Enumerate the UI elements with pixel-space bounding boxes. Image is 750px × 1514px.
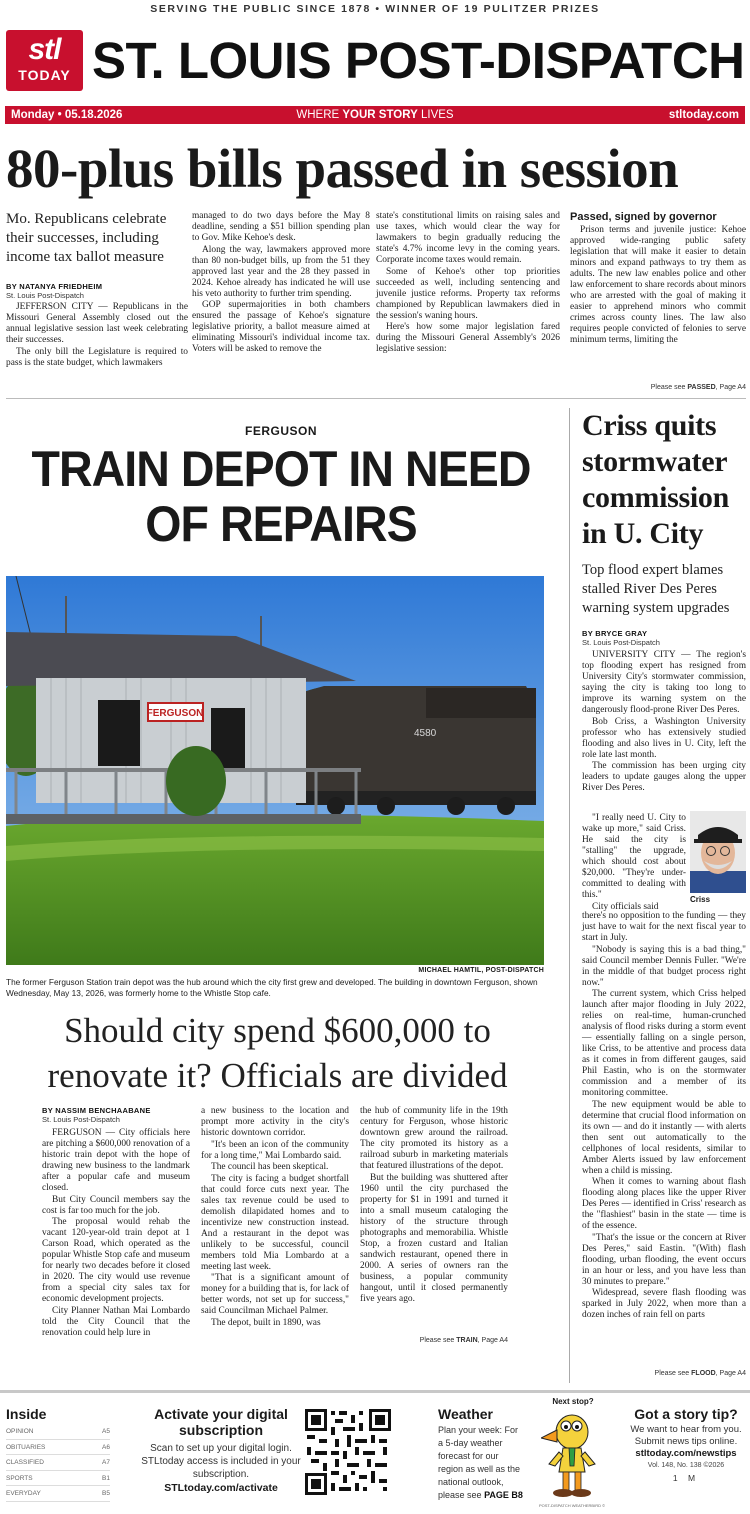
feature-kicker: FERGUSON xyxy=(244,424,317,438)
weatherbird-icon[interactable] xyxy=(541,1408,603,1500)
paragraph: The only bill the Legislature is required to pass is the state budget, which lawmakers xyxy=(6,346,188,368)
site-link[interactable]: stltoday.com xyxy=(668,109,739,121)
column-divider xyxy=(569,408,570,1383)
tagline: SERVING THE PUBLIC SINCE 1878 • WINNER OF 19 PULITZER PRIZES xyxy=(150,3,600,15)
top-story-column-4 xyxy=(570,225,746,347)
feature-byline-org: St. Louis Post-Dispatch xyxy=(42,1115,120,1124)
feature-headline[interactable]: TRAIN DEPOT IN NEED OF REPAIRS xyxy=(31,441,531,552)
top-story-byline: BY NATANYA FRIEDHEIM xyxy=(6,282,103,291)
paragraph: Prison terms and juvenile justice: Kehoe approved wide-ranging public safety legislation that will make it easier to detain minors and expand pathways to try them as adults. The new law enables police and other law enforcement to share records about minors who are arrested with the goal of making it easier to apprehend minors who commit crimes across county lines. The law also requires people convicted of felonies to serve minimum terms, limiting the xyxy=(570,225,746,345)
paragraph: Some of Kehoe's other top priorities succeeded as well, including sentencing and juvenile justice reforms. Property tax reforms championed by Republican lawmakers died in the session's waning hours. xyxy=(376,266,560,321)
jump-line-flood[interactable]: Please see FLOOD, Page A4 xyxy=(654,1370,746,1377)
qr-code-graphic xyxy=(305,1409,391,1495)
paragraph: managed to do two days before the May 8 deadline, sending a $51 billion spending plan to Gov. Mike Kehoe's desk. xyxy=(192,211,370,243)
top-story-byline-org: St. Louis Post-Dispatch xyxy=(6,291,84,300)
index-row[interactable]: CLASSIFIED A7 xyxy=(6,1455,110,1471)
depot-sign-text: FERGUSON xyxy=(146,708,204,719)
paragraph: JEFFERSON CITY — Republicans in the Missouri General Assembly closed out the annual legislative session last week celebrating their successes. xyxy=(6,302,188,345)
activate-subscription-box xyxy=(140,1406,302,1494)
paragraph: UNIVERSITY CITY — The region's top flooding expert has resigned from University City's stormwater commission, saying the city is taking too long to improve its warning system on the dangerously flood-prone River Des Peres. xyxy=(582,650,746,715)
paragraph: Bob Criss, a Washington University professor who has extensively studied flooding and also lives in U. City, left the role late last month. xyxy=(582,716,746,760)
weather-body: Plan your week: For a 5-day weather forecast for our region as well as the national outlook, please see PAGE B8 xyxy=(438,1425,523,1500)
paragraph: But the building was shuttered after 1960 until the city purchased the property for $1 in 1991 and turned it into a small museum cataloging the history of the structure through photographs and memorabilia. Whistle Stop, a frozen custard and Italian sandwich restaurant, opened there in 2000. A series of owners ran the business, a popular community hangout, until it closed permanently five years ago. xyxy=(360,1172,508,1304)
paragraph: City Planner Nathan Mai Lombardo told the City Council that the renovation could help lure in xyxy=(42,1305,190,1338)
activate-link[interactable]: STLtoday.com/activate xyxy=(164,1482,278,1494)
paragraph: state's constitutional limits on raising sales and use taxes, which would clear the way for lawmakers to begin gradually reducing the state's 4.7% income levy in the coming years. Corporate income taxes would remain. xyxy=(376,211,560,265)
top-story-deck: Mo. Republicans celebrate their successes, including income tax ballot measure xyxy=(6,211,167,265)
paper-name: ST. LOUIS POST-DISPATCH xyxy=(92,32,745,89)
jump-line-train[interactable]: Please see TRAIN, Page A4 xyxy=(419,1337,508,1344)
footer-divider xyxy=(0,1390,750,1393)
top-story-column-1 xyxy=(6,302,188,369)
activate-title: Activate your digital subscription xyxy=(154,1406,288,1438)
side-story-byline-org: St. Louis Post-Dispatch xyxy=(582,638,660,647)
train-depot-illustration xyxy=(6,576,544,965)
criss-headshot[interactable] xyxy=(690,811,746,893)
top-story-subhead: Passed, signed by governor xyxy=(570,211,717,223)
paragraph: The depot, built in 1890, was xyxy=(211,1317,321,1328)
feature-byline: BY NASSIM BENCHAABANE xyxy=(42,1106,151,1115)
side-story-column-top xyxy=(582,650,746,795)
logo-text-today: TODAY xyxy=(18,67,71,83)
headshot-label: Criss xyxy=(690,895,711,904)
weatherbird-credit: POST-DISPATCH WEATHERBIRD © xyxy=(538,1503,606,1508)
paragraph: The current system, which Criss helped launch after major flooding in July 2022, relies on real-time, human-crunched analysis of flood risks during a storm event — essentially falling on a single person, like Criss, to be attentive and process data as it comes in from different gauges, said Phil Eastin, who is on the stormwater commission and a member of its monitoring committee. xyxy=(582,989,746,1098)
next-stop-label: Next stop? xyxy=(552,1397,594,1406)
story-tip-title: Got a story tip? xyxy=(634,1406,738,1422)
index-row[interactable]: SPORTS B1 xyxy=(6,1471,110,1487)
date-bar xyxy=(5,106,745,124)
edition-code: 1 M xyxy=(672,1473,700,1483)
locomotive-number: 4580 xyxy=(414,728,437,739)
top-story-column-2 xyxy=(192,211,370,356)
paragraph: The new equipment would be able to determine that crucial flood information on its own — and do it instantly — with alerts then sent out automatically to the cellphones of local residents, similar to Amber Alerts issued by law enforcement when a child is missing. xyxy=(582,1099,746,1176)
edition-date: Monday • 05.18.2026 xyxy=(11,109,123,121)
weather-box xyxy=(438,1406,524,1502)
side-story-deck: Top flood expert blames stalled River Des Peres warning system upgrades xyxy=(582,562,730,616)
volume-info: Vol. 148, No. 138 ©2026 xyxy=(647,1462,725,1469)
index-row[interactable]: OBITUARIES A6 xyxy=(6,1440,110,1456)
weather-title: Weather xyxy=(438,1406,493,1422)
activate-body: Scan to set up your digital login. STLtoday access is included in your subscription. xyxy=(141,1443,301,1480)
story-tip-link[interactable]: stltoday.com/newstips xyxy=(635,1448,737,1459)
paragraph: "I really need U. City to wake up more," said Criss. He said the city is "stalling" the upgrade, which should cost about $20,000. "They're under-committed to dealing with this." xyxy=(582,813,686,900)
story-tip-box xyxy=(626,1406,746,1483)
side-story-byline: BY BRYCE GRAY xyxy=(582,629,648,638)
paragraph: City officials said xyxy=(592,901,659,912)
photo-credit: MICHAEL HAMTIL, POST-DISPATCH xyxy=(418,967,544,974)
side-story-headline[interactable]: Criss quits stormwater commission in U. City xyxy=(582,409,730,550)
paragraph: The city is facing a budget shortfall that could force cuts next year. The sales tax revenue could be used to demolish dilapidated homes and to incentivize new construction instead. And a restaurant in the depot was unlikely to be successful, council members told Mia Lombardo at a meeting last week. xyxy=(201,1173,349,1272)
feature-deck[interactable]: Should city spend $600,000 to renovate it? Officials are divided xyxy=(47,1011,508,1095)
paragraph: there's no opposition to the funding — they just have to wait for the next fiscal year to start in July. xyxy=(582,911,746,943)
paragraph: Here's how some major legislation fared during the Missouri General Assembly's 2026 legislative session: xyxy=(376,322,560,354)
paragraph: FERGUSON — City officials here are pitching a $600,000 renovation of a historic train depot with the hope of drawing new business to the landmark after a popular cafe and museum closed. xyxy=(42,1128,190,1193)
paragraph: "It's been an icon of the community for a long time," Mai Lombardo said. xyxy=(201,1139,349,1161)
feature-column-2 xyxy=(201,1106,349,1329)
paragraph: Widespread, severe flash flooding was sparked in July 2022, when more than a dozen inches of rain fell on parts xyxy=(582,1288,746,1320)
paragraph: The commission has been urging city leaders to update gauges along the upper River Des Peres. xyxy=(582,761,746,793)
paragraph: Along the way, lawmakers approved more than 80 non-budget bills, up from the 51 they approved last year and the 28 they passed in 2024. Kehoe already has indicated he will use his veto authority to further trim spending. xyxy=(192,244,370,299)
inside-title: Inside xyxy=(6,1406,47,1422)
story-tip-body: We want to hear from you. Submit news tips online. xyxy=(630,1424,742,1447)
feature-column-1 xyxy=(42,1128,190,1339)
paragraph: a new business to the location and prompt more activity in the city's historic downtown corridor. xyxy=(201,1106,349,1138)
paragraph: the hub of community life in the 19th century for Ferguson, whose historic downtown grew around the railroad. The city promoted its history as a railroad suburb in marketing materials that featured illustrations of the depot. xyxy=(360,1106,508,1171)
train-depot-photo[interactable] xyxy=(6,576,544,965)
top-story-column-3 xyxy=(376,211,560,356)
paragraph: GOP supermajorities in both chambers ensured the passage of Kehoe's signature legislative priority, a ballot measure aimed at eliminating Missouri's individual income tax. Voters will be asked to remove the xyxy=(192,300,370,354)
paragraph: The proposal would rehab the vacant 120-year-old train depot at 1 Carson Road, which operated as the popular Whistle Stop cafe and museum for nearly two decades before it closed in 2020. The city would use revenue from a special city sales tax for economic development projects. xyxy=(42,1217,190,1304)
index-row[interactable]: OPINION A5 xyxy=(6,1424,110,1440)
qr-code-icon[interactable] xyxy=(305,1409,391,1495)
side-story-column-bottom xyxy=(582,911,746,1322)
section-divider xyxy=(6,398,746,399)
logo-text-stl: stl xyxy=(28,33,61,66)
paragraph: When it comes to warning about flash flooding along places like the upper River Des Peres — identified in Criss' research as the "flashiest" basin in the state — time is of the essence. xyxy=(582,1177,746,1231)
feature-column-3 xyxy=(360,1106,508,1305)
photo-caption: The former Ferguson Station train depot was the hub around which the city first grew and developed. The building in downtown Ferguson, shown Wednesday, May 13, 2026, was formerly home to the Whistle Stop cafe. xyxy=(6,977,538,998)
paragraph: "That's the issue or the concern at River Des Peres," said Eastin. "(With) flash flooding, urban flooding, the event occurs in an hour or less, and you have less than 30 minutes to prepare." xyxy=(582,1232,746,1287)
paragraph: The council has been skeptical. xyxy=(211,1162,329,1172)
jump-line-passed[interactable]: Please see PASSED, Page A4 xyxy=(650,384,746,391)
stltoday-logo[interactable] xyxy=(6,30,83,91)
weatherbird-illustration xyxy=(541,1408,603,1500)
top-story-headline[interactable]: 80-plus bills passed in session xyxy=(6,138,679,199)
motto: WHERE YOUR STORY LIVES xyxy=(296,109,454,121)
side-story-column-wrap xyxy=(582,813,686,913)
headshot-illustration xyxy=(690,811,746,893)
paragraph: "Nobody is saying this is a bad thing," said Council member Dennis Fuller. "We're in the middle of that budget process right now." xyxy=(582,944,746,988)
paragraph: "That is a significant amount of money for a building that is, for lack of better words, not set up for success," said Councilman Michael Palmer. xyxy=(201,1273,349,1316)
index-row[interactable]: EVERYDAY B5 xyxy=(6,1486,110,1502)
inside-index xyxy=(6,1424,110,1502)
paragraph: But City Council members say the cost is far too much for the job. xyxy=(42,1194,190,1216)
